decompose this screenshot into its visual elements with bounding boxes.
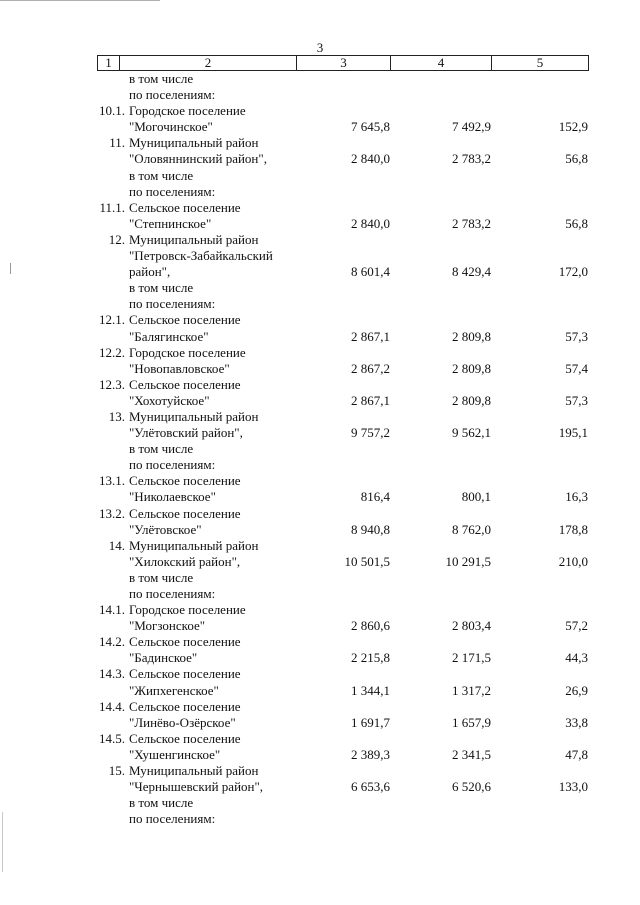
header-cell-3: 3 [297, 56, 391, 71]
row-name: в том числе [129, 569, 194, 585]
row-value-col5: 210,0 [558, 553, 588, 569]
row-number: 12.2. [99, 344, 125, 360]
row-name: "Хушенгинское" [129, 746, 221, 762]
row-name: по поселениям: [129, 296, 216, 312]
row-name: по поселениям: [129, 87, 216, 103]
table-row [0, 618, 640, 634]
row-name: по поселениям: [129, 586, 216, 601]
table-row [0, 135, 640, 151]
row-value-col3: 10 501,5 [344, 553, 390, 569]
row-value-col5: 195,1 [558, 425, 588, 441]
row-value-col4: 7 492,9 [452, 119, 491, 135]
row-value-col4: 2 809,8 [452, 360, 491, 376]
row-value-col3: 6 653,6 [351, 779, 390, 795]
row-value-col4: 2 171,5 [452, 650, 491, 666]
row-name: "Могзонское" [129, 618, 206, 634]
row-value-col5: 33,8 [565, 714, 588, 730]
table-row [0, 87, 640, 103]
table-row [0, 232, 640, 248]
table-row [0, 409, 640, 425]
row-name: в том числе [129, 167, 194, 183]
row-name: Городское поселение [129, 103, 246, 119]
row-name: "Николаевское" [129, 489, 216, 505]
table-row [0, 264, 640, 280]
table-row [0, 151, 640, 167]
table-row [0, 489, 640, 505]
row-name: Сельское поселение [129, 730, 241, 746]
row-name: "Улётовское" [129, 521, 202, 537]
row-number: 14.4. [99, 698, 125, 714]
table-row [0, 71, 640, 87]
table-row [0, 715, 640, 731]
row-value-col3: 816,4 [360, 489, 390, 505]
table-row [0, 296, 640, 312]
table-row [0, 634, 640, 650]
row-name: Городское поселение [129, 344, 246, 360]
row-name: "Могочинское" [129, 119, 213, 135]
row-value-col3: 2 215,8 [351, 650, 390, 666]
row-value-col3: 2 840,0 [351, 215, 390, 231]
row-number: 11. [109, 135, 125, 151]
row-name: Муниципальный район [129, 231, 259, 247]
row-value-col3: 8 601,4 [351, 264, 390, 280]
table-row [0, 795, 640, 811]
row-name: Сельское поселение [129, 505, 241, 521]
row-name: "Хохотуйское" [129, 392, 210, 408]
table-row [0, 763, 640, 779]
row-value-col5: 16,3 [565, 489, 588, 505]
row-value-col5: 57,3 [565, 392, 588, 408]
table-row [0, 361, 640, 377]
table-row [0, 184, 640, 200]
row-value-col4: 8 762,0 [452, 521, 491, 537]
row-value-col5: 57,2 [565, 618, 588, 634]
header-cell-1: 1 [98, 56, 120, 71]
row-name: в том числе [129, 795, 194, 811]
row-name: Сельское поселение [129, 199, 241, 215]
row-value-col4: 2 341,5 [452, 746, 491, 762]
table-row [0, 779, 640, 795]
table-row [0, 425, 640, 441]
table-row [0, 377, 640, 393]
row-name: "Оловяннинский район", [129, 151, 267, 167]
row-name: по поселениям: [129, 183, 216, 199]
row-name: в том числе [129, 441, 194, 457]
row-name: Муниципальный район [129, 135, 259, 151]
table-row [0, 586, 640, 602]
row-value-col5: 133,0 [558, 779, 588, 795]
table-row [0, 747, 640, 763]
table-row [0, 312, 640, 328]
row-value-col3: 2 840,0 [351, 151, 390, 167]
table-row [0, 538, 640, 554]
row-name: "Новопавловское" [129, 360, 230, 376]
row-value-col4: 1 317,2 [452, 682, 491, 698]
table-row [0, 506, 640, 522]
row-value-col5: 172,0 [558, 264, 588, 280]
row-name: Сельское поселение [129, 666, 241, 682]
row-name: по поселениям: [129, 811, 216, 827]
row-value-col3: 1 691,7 [351, 714, 390, 730]
row-number: 14.3. [99, 666, 125, 682]
row-value-col4: 2 809,8 [452, 392, 491, 408]
table-row [0, 731, 640, 747]
row-value-col4: 2 803,4 [452, 618, 491, 634]
table-row [0, 570, 640, 586]
row-number: 12.1. [99, 312, 125, 328]
row-value-col5: 57,4 [565, 360, 588, 376]
row-value-col5: 57,3 [565, 328, 588, 344]
row-value-col5: 56,8 [565, 151, 588, 167]
row-value-col4: 2 783,2 [452, 215, 491, 231]
row-name: "Линёво-Озёрское" [129, 714, 236, 730]
row-value-col5: 44,3 [565, 650, 588, 666]
row-number: 14. [108, 537, 125, 553]
page-number: 3 [316, 40, 324, 55]
row-value-col5: 178,8 [558, 521, 588, 537]
row-number: 13.1. [99, 473, 125, 489]
table-row [0, 473, 640, 489]
column-header-row [98, 56, 589, 71]
row-number: 14.1. [99, 602, 125, 618]
row-number: 14.5. [99, 730, 125, 746]
row-name: "Петровск-Забайкальский [129, 248, 273, 264]
row-value-col3: 7 645,8 [351, 119, 390, 135]
row-name: Сельское поселение [129, 698, 241, 714]
row-name: "Бадинское" [129, 650, 198, 666]
row-name: Городское поселение [129, 602, 246, 618]
table-row [0, 280, 640, 296]
row-value-col5: 26,9 [565, 682, 588, 698]
row-number: 13. [108, 408, 125, 424]
row-value-col5: 56,8 [565, 215, 588, 231]
table-row [0, 811, 640, 827]
row-value-col4: 2 783,2 [452, 151, 491, 167]
row-value-col4: 9 562,1 [452, 425, 491, 441]
row-value-col3: 2 860,6 [351, 618, 390, 634]
row-value-col4: 2 809,8 [452, 328, 491, 344]
row-number: 10.1. [99, 103, 125, 119]
column-header-table [97, 55, 589, 71]
table-row [0, 216, 640, 232]
row-name: "Балягинское" [129, 328, 209, 344]
row-name: Муниципальный район [129, 763, 259, 779]
row-value-col4: 6 520,6 [452, 779, 491, 795]
row-name: по поселениям: [129, 457, 216, 473]
table-body [0, 71, 640, 827]
row-number: 12.3. [99, 376, 125, 392]
row-name: Муниципальный район [129, 408, 259, 424]
header-cell-5: 5 [492, 56, 589, 71]
row-name: Сельское поселение [129, 376, 241, 392]
table-row [0, 650, 640, 666]
table-row [0, 168, 640, 184]
row-value-col5: 47,8 [565, 746, 588, 762]
row-name: Сельское поселение [129, 473, 241, 489]
row-value-col3: 1 344,1 [351, 682, 390, 698]
scan-artifact-top [0, 0, 160, 1]
row-value-col3: 2 867,1 [351, 328, 390, 344]
row-name: "Жипхегенское" [129, 682, 219, 698]
row-name: район", [129, 264, 171, 280]
row-number: 13.2. [99, 505, 125, 521]
row-value-col3: 9 757,2 [351, 425, 390, 441]
table-row [0, 441, 640, 457]
row-number: 15. [108, 763, 125, 779]
row-name: в том числе [129, 71, 194, 86]
table-row [0, 522, 640, 538]
table-row [0, 457, 640, 473]
row-number: 12. [108, 231, 125, 247]
table-row [0, 248, 640, 264]
row-value-col3: 2 389,3 [351, 746, 390, 762]
row-name: в том числе [129, 280, 194, 296]
table-row [0, 103, 640, 119]
table-row [0, 699, 640, 715]
row-value-col4: 1 657,9 [452, 714, 491, 730]
table-row [0, 119, 640, 135]
row-value-col4: 10 291,5 [445, 553, 491, 569]
row-value-col4: 8 429,4 [452, 264, 491, 280]
row-value-col3: 8 940,8 [351, 521, 390, 537]
row-value-col5: 152,9 [558, 119, 588, 135]
row-name: Муниципальный район [129, 537, 259, 553]
table-row [0, 393, 640, 409]
row-name: "Улётовский район", [129, 425, 243, 441]
table-row [0, 329, 640, 345]
table-row [0, 554, 640, 570]
header-cell-2: 2 [120, 56, 297, 71]
row-value-col4: 800,1 [461, 489, 491, 505]
row-name: "Степнинское" [129, 215, 212, 231]
row-name: "Чернышевский район", [129, 779, 264, 795]
table-row [0, 200, 640, 216]
table-row [0, 666, 640, 682]
row-value-col3: 2 867,2 [351, 360, 390, 376]
row-number: 11.1. [99, 199, 125, 215]
row-value-col3: 2 867,1 [351, 392, 390, 408]
table-row [0, 345, 640, 361]
header-cell-4: 4 [391, 56, 492, 71]
row-number: 14.2. [99, 634, 125, 650]
row-name: Сельское поселение [129, 312, 241, 328]
table-row [0, 683, 640, 699]
table-row [0, 602, 640, 618]
row-name: "Хилокский район", [129, 553, 241, 569]
row-name: Сельское поселение [129, 634, 241, 650]
